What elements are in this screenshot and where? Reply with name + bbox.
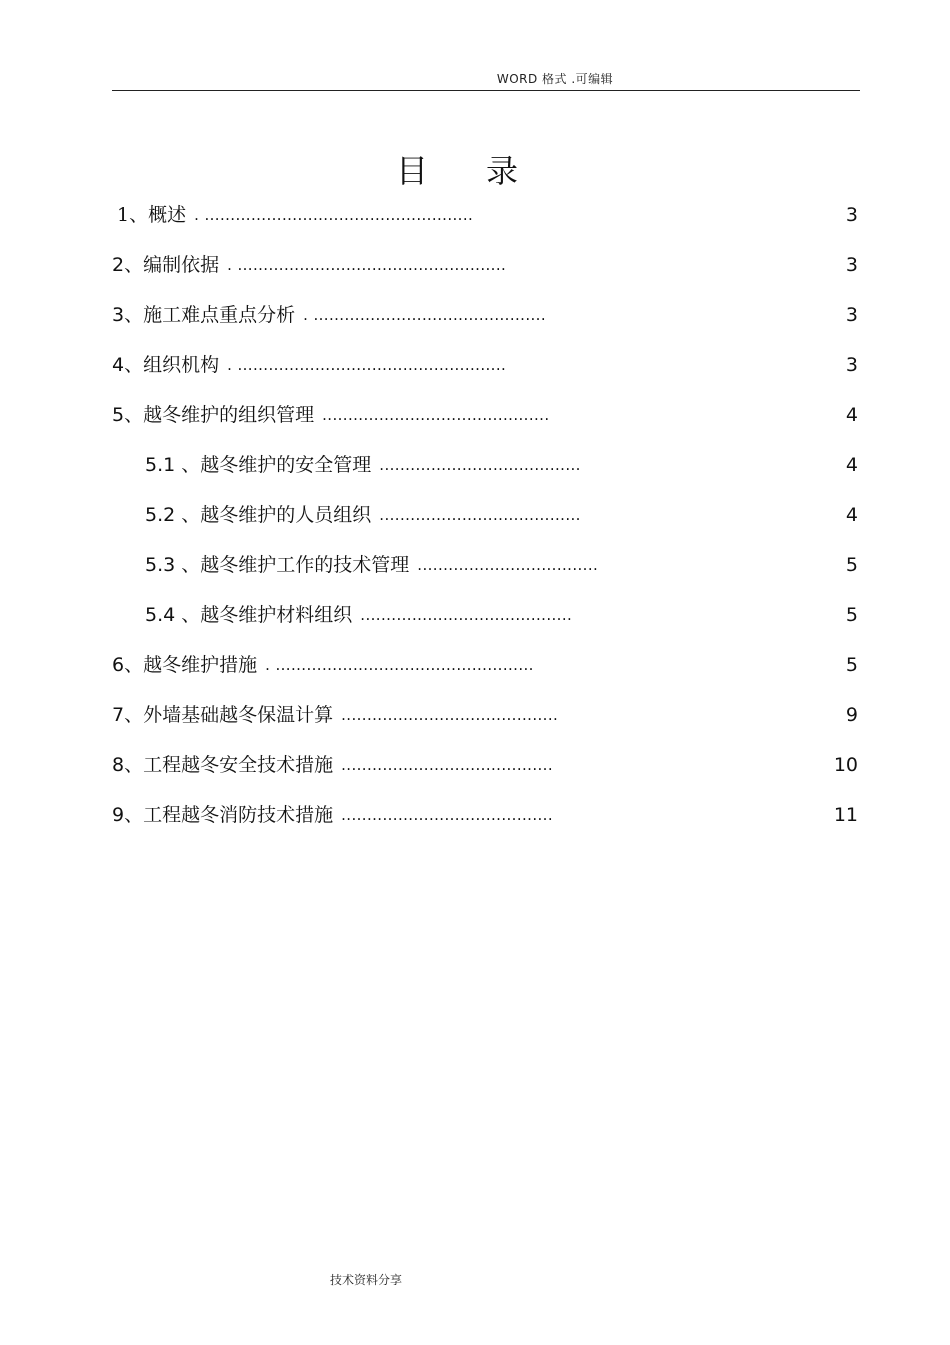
toc-entry-7[interactable] <box>112 700 860 750</box>
toc-page-number: 3 <box>845 304 858 326</box>
toc-entry-label: 越冬维护的安全管理 <box>200 454 372 476</box>
toc-page-number: 3 <box>845 254 858 276</box>
page-header-text: WORD 格式 .可编辑 <box>496 72 614 86</box>
toc-dot-leader: ............................................ <box>322 406 550 424</box>
toc-entry-label: 组织机构 <box>143 354 220 376</box>
toc-entry-label: 越冬维护材料组织 <box>200 604 353 626</box>
toc-entry-label: 越冬维护的组织管理 <box>143 404 315 426</box>
toc-entry-5-1[interactable] <box>112 450 860 500</box>
toc-page-number: 9 <box>845 704 858 726</box>
toc-entry-number: 1、 <box>117 204 149 226</box>
toc-entry-5-4[interactable] <box>112 600 860 650</box>
toc-entry-label: 工程越冬消防技术措施 <box>143 804 334 826</box>
toc-entry-2[interactable] <box>112 250 860 300</box>
toc-entry-1[interactable] <box>112 200 860 250</box>
toc-entry-label: 概述 <box>148 204 187 226</box>
toc-page-number: 3 <box>845 204 858 226</box>
toc-entry-5[interactable] <box>112 400 860 450</box>
toc-entry-number: 5.1 、 <box>145 454 201 476</box>
toc-entry-label: 越冬维护的人员组织 <box>200 504 372 526</box>
toc-dot-leader: . .................................................. <box>265 656 534 674</box>
toc-dot-leader: . .................................................... <box>227 256 507 274</box>
toc-entry-number: 5.4 、 <box>145 604 201 626</box>
toc-entry-label: 越冬维护工作的技术管理 <box>200 554 410 576</box>
toc-entry-number: 5、 <box>112 404 144 426</box>
toc-entry-number: 8、 <box>112 754 144 776</box>
toc-entry-label: 编制依据 <box>143 254 220 276</box>
toc-dot-leader: ....................................... <box>379 506 581 524</box>
toc-dot-leader: ......................................... <box>341 806 553 824</box>
toc-dot-leader: .......................................... <box>341 706 559 724</box>
toc-entry-5-2[interactable] <box>112 500 860 550</box>
toc-entry-number: 2、 <box>112 254 144 276</box>
toc-page-number: 11 <box>833 804 858 826</box>
toc-page-number: 4 <box>845 404 858 426</box>
toc-title: 目录 <box>395 152 576 190</box>
toc-page-number: 5 <box>845 554 858 576</box>
toc-entry-label: 越冬维护措施 <box>143 654 258 676</box>
toc-entry-number: 5.3 、 <box>145 554 201 576</box>
toc-entry-label: 工程越冬安全技术措施 <box>143 754 334 776</box>
toc-entry-label: 施工难点重点分析 <box>143 304 296 326</box>
toc-entry-4[interactable] <box>112 350 860 400</box>
toc-page-number: 5 <box>845 604 858 626</box>
toc-entry-number: 4、 <box>112 354 144 376</box>
toc-dot-leader: . .................................................... <box>194 206 474 224</box>
toc-dot-leader: ......................................... <box>360 606 573 624</box>
toc-entry-number: 9、 <box>112 804 144 826</box>
toc-dot-leader: ................................... <box>417 556 599 574</box>
header-rule <box>112 90 860 91</box>
toc-dot-leader: ....................................... <box>379 456 581 474</box>
toc-page-number: 10 <box>833 754 858 776</box>
toc-entry-5-3[interactable] <box>112 550 860 600</box>
toc-page-number: 4 <box>845 454 858 476</box>
toc-entry-number: 3、 <box>112 304 144 326</box>
toc-page-number: 4 <box>845 504 858 526</box>
toc-entry-9[interactable] <box>112 800 860 850</box>
toc-entry-3[interactable] <box>112 300 860 350</box>
toc-dot-leader: . .................................................... <box>227 356 507 374</box>
toc-page-number: 3 <box>845 354 858 376</box>
toc-entry-number: 5.2 、 <box>145 504 201 526</box>
toc-entry-number: 7、 <box>112 704 144 726</box>
toc-entry-6[interactable] <box>112 650 860 700</box>
toc-entry-8[interactable] <box>112 750 860 800</box>
table-of-contents <box>112 200 860 850</box>
toc-dot-leader: ......................................... <box>341 756 553 774</box>
toc-page-number: 5 <box>845 654 858 676</box>
toc-entry-label: 外墙基础越冬保温计算 <box>143 704 334 726</box>
toc-entry-number: 6、 <box>112 654 144 676</box>
toc-dot-leader: . ............................................. <box>303 306 547 324</box>
page-footer-text: 技术资料分享 <box>330 1273 403 1287</box>
